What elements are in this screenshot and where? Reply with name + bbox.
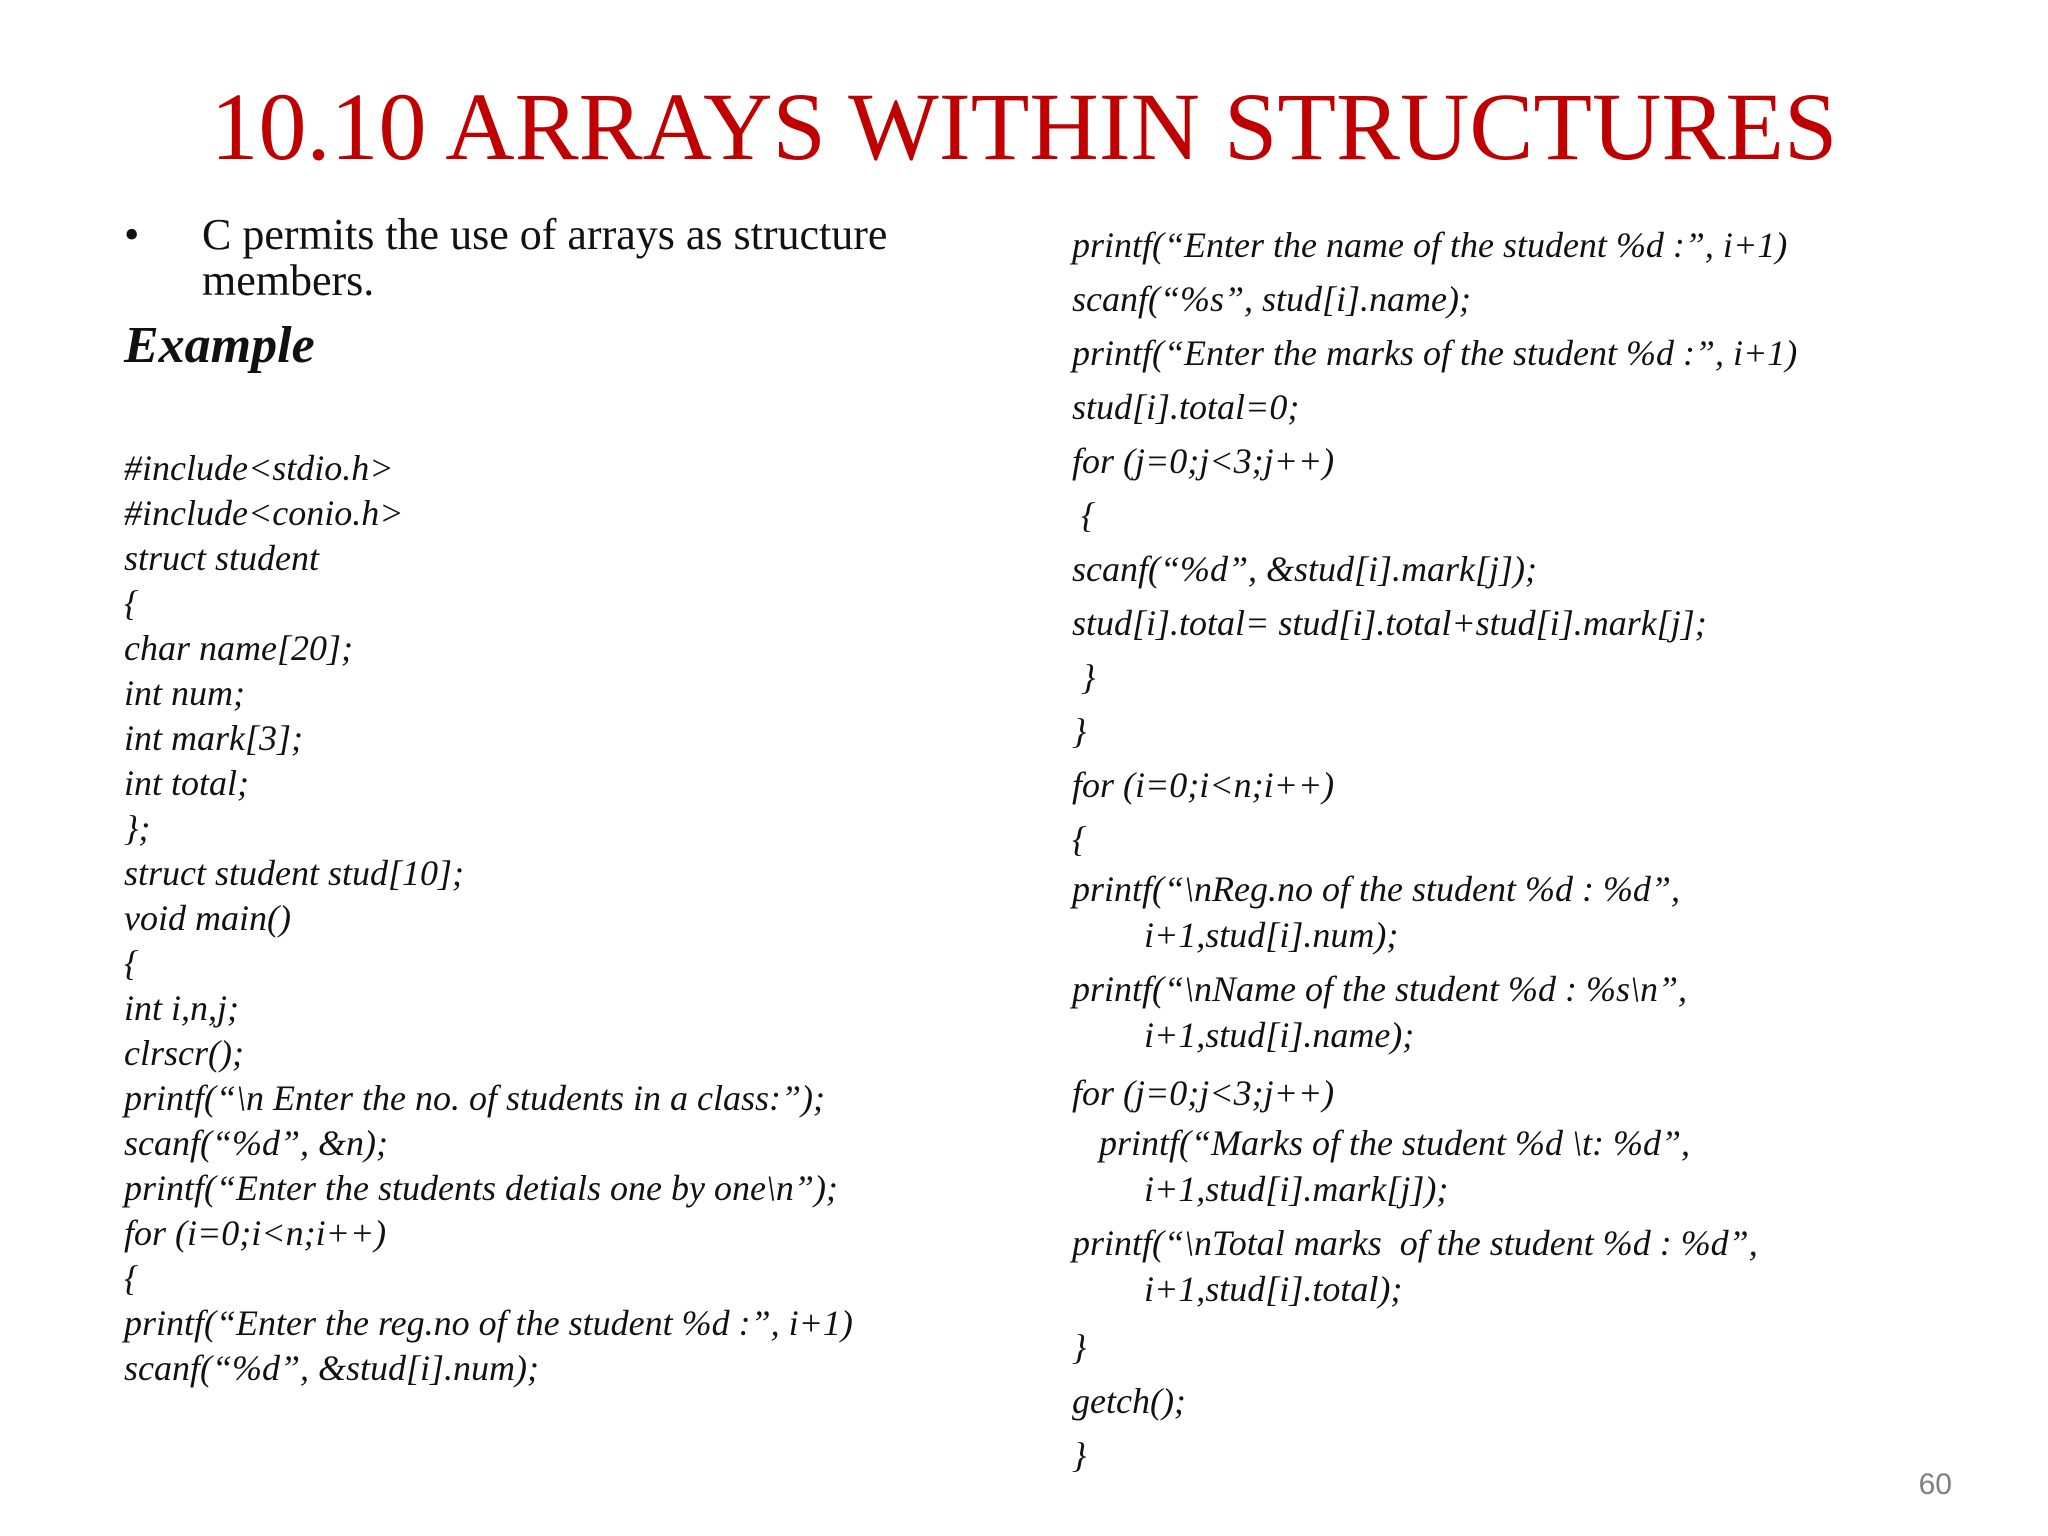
code-line: i+1,stud[i].mark[j]); [1072, 1169, 1449, 1209]
code-line: #include<conio.h> [124, 493, 404, 533]
code-line: stud[i].total= stud[i].total+stud[i].mark[j]; [1072, 603, 1707, 643]
code-line: for (j=0;j<3;j++) [1072, 441, 1335, 481]
code-line: struct student stud[10]; [124, 853, 465, 893]
code-line: scanf(“%d”, &stud[i].mark[j]); [1072, 549, 1538, 589]
code-line: i+1,stud[i].total); [1072, 1269, 1403, 1309]
bullet-icon: • [124, 210, 140, 259]
code-line: }; [124, 808, 151, 848]
code-line: printf(“Enter the marks of the student %d :”, i+1) [1072, 333, 1798, 373]
code-line: printf(“\n Enter the no. of students in a class:”); [124, 1078, 825, 1118]
code-line: { [1072, 495, 1096, 535]
code-line: } [1072, 1435, 1087, 1475]
code-line: int i,n,j; [124, 988, 239, 1028]
code-block-right [1072, 218, 1972, 1482]
code-line: for (j=0;j<3;j++) [1072, 1073, 1335, 1113]
code-line: char name[20]; [124, 628, 353, 668]
code-line: scanf(“%d”, &stud[i].num); [124, 1348, 540, 1388]
code-line: struct student [124, 538, 319, 578]
code-line: scanf(“%d”, &n); [124, 1123, 388, 1163]
code-line: i+1,stud[i].num); [1072, 915, 1399, 955]
code-line: i+1,stud[i].name); [1072, 1015, 1415, 1055]
code-line: for (i=0;i<n;i++) [124, 1213, 387, 1253]
code-line: int mark[3]; [124, 718, 303, 758]
left-column [124, 212, 1024, 1391]
code-line: printf(“Enter the students detials one by one\n”); [124, 1168, 838, 1208]
code-line: clrscr(); [124, 1033, 244, 1073]
code-line: int total; [124, 763, 249, 803]
code-line: printf(“\nName of the student %d : %s\n”, [1072, 969, 1687, 1009]
slide-title: 10.10 ARRAYS WITHIN STRUCTURES [210, 73, 1838, 180]
code-line: printf(“Marks of the student %d \t: %d”, [1072, 1123, 1690, 1163]
page-number: 60 [1918, 1468, 1952, 1501]
code-line: printf(“Enter the name of the student %d :”, i+1) [1072, 225, 1788, 265]
code-line: int num; [124, 673, 245, 713]
code-line: printf(“Enter the reg.no of the student %d :”, i+1) [124, 1303, 853, 1343]
bullet-point [124, 212, 1024, 304]
code-line: for (i=0;i<n;i++) [1072, 765, 1335, 805]
code-line: getch(); [1072, 1381, 1186, 1421]
code-line: #include<stdio.h> [124, 448, 394, 488]
code-line: { [1072, 819, 1087, 859]
code-line: { [124, 943, 139, 983]
example-heading: Example [124, 317, 315, 374]
bullet-text-line-2: members. [202, 256, 375, 305]
code-line: scanf(“%s”, stud[i].name); [1072, 279, 1472, 319]
code-line: } [1072, 711, 1087, 751]
code-line: } [1072, 657, 1096, 697]
bullet-text-line-1: C permits the use of arrays as structure [202, 210, 888, 259]
code-line: } [1072, 1327, 1087, 1367]
code-line: { [124, 1258, 139, 1298]
code-line: void main() [124, 898, 291, 938]
code-line: { [124, 583, 139, 623]
code-line: printf(“\nReg.no of the student %d : %d”, [1072, 869, 1680, 909]
code-block-left [124, 446, 1024, 1391]
code-line: printf(“\nTotal marks of the student %d : %d”, [1072, 1223, 1758, 1263]
code-line: stud[i].total=0; [1072, 387, 1300, 427]
